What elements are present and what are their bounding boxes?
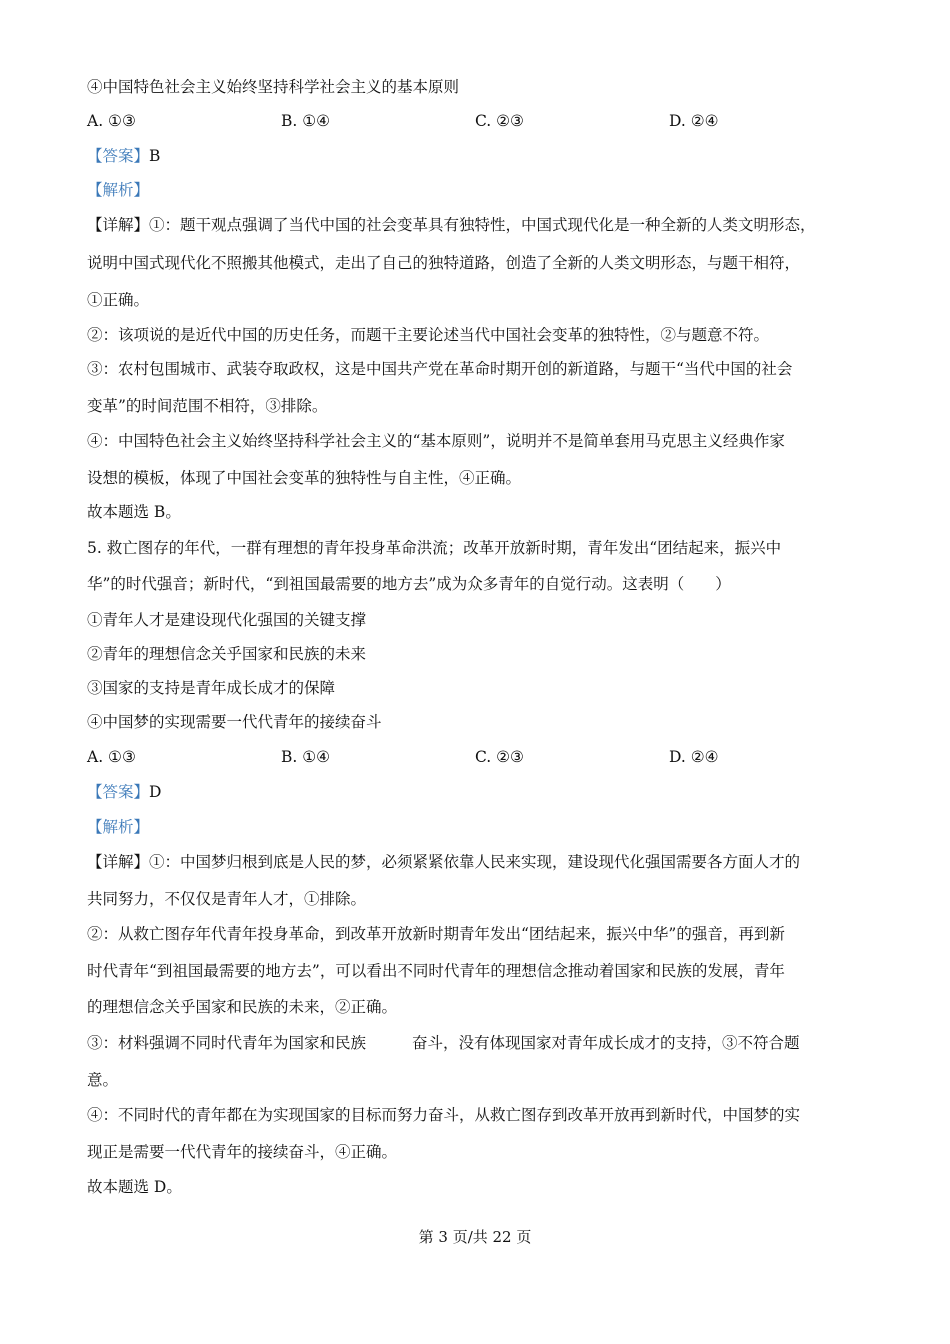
- q5-option-d: D. ②④: [669, 748, 719, 766]
- q4-option-c: C. ②③: [475, 112, 524, 130]
- q4-detail-line: ④：中国特色社会主义始终坚持科学社会主义的“基本原则”，说明并不是简单套用马克思主义经典作家: [87, 432, 785, 450]
- q5-detail-line: ④：不同时代的青年都在为实现国家的目标而努力奋斗，从救亡图存到改革开放再到新时代，中国梦的实: [87, 1106, 801, 1124]
- q5-detail-line: 的理想信念关乎国家和民族的未来，②正确。: [87, 998, 398, 1016]
- q4-detail-line: ③：农村包围城市、武装夺取政权，这是中国共产党在革命时期开创的新道路，与题干“当代中国的社会: [87, 360, 793, 378]
- q4-option-d: D. ②④: [669, 112, 719, 130]
- q5-detail-line: 共同努力，不仅仅是青年人才，①排除。: [87, 890, 367, 908]
- q5-detail-line: [87, 1033, 800, 1053]
- q4-detail-line: ①正确。: [87, 291, 150, 309]
- q5-detail-line: 时代青年“到祖国最需要的地方去”，可以看出不同时代青年的理想信念推动着国家和民族的发展，青年: [87, 962, 785, 980]
- q5-option-c: C. ②③: [475, 748, 524, 766]
- q4-detail: [87, 215, 816, 235]
- q4-detail-line: 变革”的时间范围不相符，③排除。: [87, 397, 328, 415]
- detail-text: 奋斗，没有体现国家对青年成长成才的支持，③不符合题: [412, 1034, 800, 1052]
- q5-detail-line: ②：从救亡图存年代青年投身革命，到改革开放新时期青年发出“团结起来，振兴中华”的强音，再到新: [87, 925, 785, 943]
- q5-option-b: B. ①④: [281, 748, 331, 766]
- q5-detail-line: 意。: [87, 1071, 119, 1089]
- q5-option-a: A. ①③: [87, 748, 136, 766]
- q5-item-2: ②青年的理想信念关乎国家和民族的未来: [87, 645, 367, 663]
- q4-analysis-label: 【解析】: [87, 181, 150, 199]
- q5-answer: [87, 782, 161, 802]
- q5-conclusion: 故本题选 D。: [87, 1178, 182, 1196]
- q4-detail-line: 说明中国式现代化不照搬其他模式，走出了自己的独特道路，创造了全新的人类文明形态，与题干相符，: [87, 254, 801, 272]
- page-number: 第 3 页/共 22 页: [418, 1228, 532, 1246]
- q5-item-1: ①青年人才是建设现代化强国的关键支撑: [87, 611, 367, 629]
- q4-option-b: B. ①④: [281, 112, 331, 130]
- detail-text: ③：材料强调不同时代青年为国家和民族: [87, 1034, 367, 1052]
- q4-conclusion: 故本题选 B。: [87, 503, 181, 521]
- q5-detail-line: 现正是需要一代代青年的接续奋斗，④正确。: [87, 1143, 398, 1161]
- detail-text: ①：中国梦归根到底是人民的梦，必须紧紧依靠人民来实现，建设现代化强国需要各方面人才的: [149, 853, 801, 871]
- answer-label: 【答案】: [87, 147, 150, 165]
- q5-item-4: ④中国梦的实现需要一代代青年的接续奋斗: [87, 713, 382, 731]
- detail-text: ①：题干观点强调了当代中国的社会变革具有独特性，中国式现代化是一种全新的人类文明形态，: [149, 216, 816, 234]
- q4-item-4: ④中国特色社会主义始终坚持科学社会主义的基本原则: [87, 78, 460, 96]
- detail-label: 【详解】: [87, 216, 150, 234]
- answer-value: D: [149, 783, 162, 801]
- q4-option-a: A. ①③: [87, 112, 136, 130]
- q5-detail: [87, 852, 800, 872]
- q5-item-3: ③国家的支持是青年成长成才的保障: [87, 679, 336, 697]
- q5-stem: 5. 救亡图存的年代，一群有理想的青年投身革命洪流；改革开放新时期，青年发出“团结起来，振兴中: [87, 539, 782, 557]
- q4-answer: [87, 146, 160, 166]
- answer-value: B: [149, 147, 161, 165]
- q4-detail-line: ②：该项说的是近代中国的历史任务，而题干主要论述当代中国社会变革的独特性，②与题意不符。: [87, 326, 770, 344]
- answer-label: 【答案】: [87, 783, 150, 801]
- q5-analysis-label: 【解析】: [87, 818, 150, 836]
- detail-label: 【详解】: [87, 853, 150, 871]
- q4-detail-line: 设想的模板，体现了中国社会变革的独特性与自主性，④正确。: [87, 469, 522, 487]
- q5-stem: 华”的时代强音；新时代，“到祖国最需要的地方去”成为众多青年的自觉行动。这表明（ ）: [87, 575, 731, 593]
